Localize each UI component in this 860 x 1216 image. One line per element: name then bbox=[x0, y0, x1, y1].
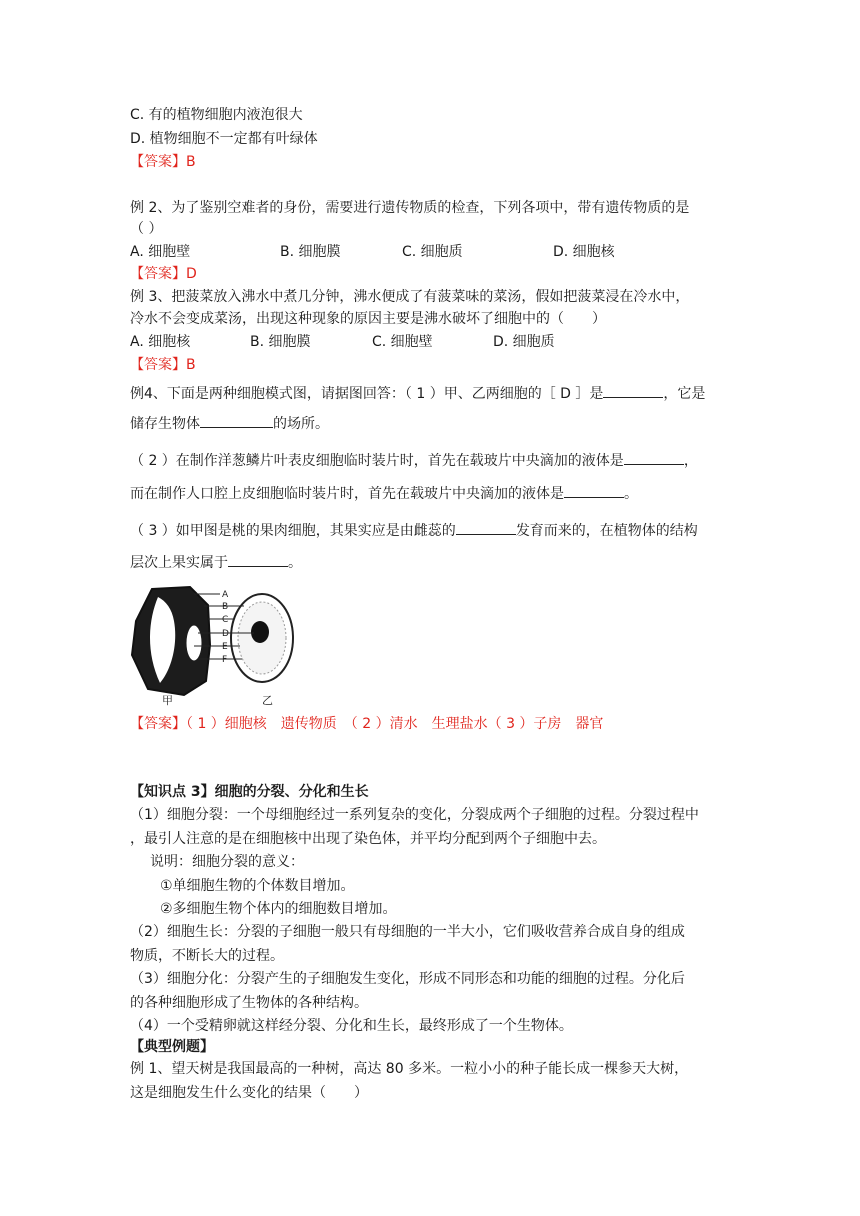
ex4-q2-text-b: ， bbox=[683, 453, 698, 469]
caption-jia: 甲 bbox=[162, 694, 173, 707]
ex2-option-c: C. 细胞质 bbox=[402, 244, 463, 260]
answer-1: 【答案】B bbox=[130, 154, 196, 170]
ex3-answer: 【答案】B bbox=[130, 357, 196, 373]
kp3-p4: （4）一个受精卵就这样经分裂、分化和生长，最终形成了一个生物体。 bbox=[130, 1018, 573, 1034]
caption-yi: 乙 bbox=[262, 694, 273, 707]
ex2-option-a: A. 细胞壁 bbox=[130, 244, 191, 260]
ex3-option-a: A. 细胞核 bbox=[130, 334, 191, 350]
ex4-q3-text-c: 层次上果实属于 bbox=[130, 555, 228, 571]
kp3-heading: 【知识点 3】细胞的分裂、分化和生长 bbox=[130, 784, 369, 800]
ex4-q1-text-b: ，它是 bbox=[663, 386, 706, 402]
label-e: E bbox=[222, 642, 228, 652]
ex4-q2-text-c: 而在制作人口腔上皮细胞临时装片时，首先在载玻片中央滴加的液体是 bbox=[130, 486, 564, 502]
kp3-note-2: ②多细胞生物个体内的细胞数目增加。 bbox=[160, 901, 397, 917]
ex4-q3-line2 bbox=[130, 552, 302, 573]
ex4-blank-4 bbox=[564, 483, 624, 498]
ex4-blank-2 bbox=[200, 413, 273, 428]
kp3-p1-line2: ，最引人注意的是在细胞核中出现了染色体，并平均分配到两个子细胞中去。 bbox=[130, 831, 606, 847]
ex4-q1-line2 bbox=[130, 413, 329, 434]
ex4-q3-text-b: 发育而来的，在植物体的结构 bbox=[515, 523, 698, 539]
kp3-note-1: ①单细胞生物的个体数目增加。 bbox=[160, 878, 355, 894]
ex3-question-line2: 冷水不会变成菜汤，出现这种现象的原因主要是沸水破坏了细胞中的（ ） bbox=[130, 311, 606, 327]
kp3-ex1-line1: 例 1、望天树是我国最高的一种树，高达 80 多米。一粒小小的种子能长成一棵参天大树， bbox=[130, 1061, 689, 1077]
ex4-q1-line1 bbox=[130, 383, 705, 404]
ex4-q1-text-c: 储存生物体 bbox=[130, 416, 200, 432]
ex4-blank-3 bbox=[624, 450, 684, 465]
label-b: B bbox=[222, 602, 229, 612]
ex4-blank-1 bbox=[603, 383, 663, 398]
ex3-option-c: C. 细胞壁 bbox=[372, 334, 433, 350]
label-f: F bbox=[222, 655, 228, 665]
ex4-q1-text-a: 例4、下面是两种细胞模式图，请据图回答：（ 1 ）甲、乙两细胞的［ D ］是 bbox=[130, 386, 604, 402]
ex2-question-line2: （ ） bbox=[130, 221, 163, 237]
animal-cell bbox=[231, 594, 293, 682]
ex4-q3-line1 bbox=[130, 520, 698, 541]
ex4-blank-5 bbox=[456, 520, 516, 535]
label-c: C bbox=[222, 615, 229, 625]
label-a: A bbox=[222, 590, 229, 600]
ex4-q2-text-d: 。 bbox=[624, 486, 638, 502]
label-d: D bbox=[222, 629, 229, 639]
option-d: D. 植物细胞不一定都有叶绿体 bbox=[130, 131, 318, 147]
typical-examples-heading: 【典型例题】 bbox=[130, 1039, 214, 1055]
ex4-q3-text-d: 。 bbox=[288, 555, 302, 571]
ex4-q2-line2 bbox=[130, 483, 638, 504]
ex4-blank-6 bbox=[228, 552, 288, 567]
ex2-option-b: B. 细胞膜 bbox=[280, 244, 341, 260]
kp3-ex1-line2: 这是细胞发生什么变化的结果（ ） bbox=[130, 1085, 368, 1101]
option-c: C. 有的植物细胞内液泡很大 bbox=[130, 107, 303, 123]
ex3-option-d: D. 细胞质 bbox=[493, 334, 555, 350]
ex2-answer: 【答案】D bbox=[130, 266, 197, 282]
kp3-p3-line2: 的各种细胞形成了生物体的各种结构。 bbox=[130, 995, 368, 1011]
ex4-q2-line1 bbox=[130, 450, 698, 471]
ex4-q3-text-a: （ 3 ）如甲图是桃的果肉细胞，其果实应是由雌蕊的 bbox=[130, 523, 456, 539]
plant-cell bbox=[132, 587, 210, 695]
cell-diagram bbox=[128, 583, 308, 708]
ex2-option-d: D. 细胞核 bbox=[553, 244, 615, 260]
ex2-question-line1: 例 2、为了鉴别空难者的身份，需要进行遗传物质的检查，下列各项中，带有遗传物质的是 bbox=[130, 200, 690, 216]
kp3-p1-line1: （1）细胞分裂：一个母细胞经过一系列复杂的变化，分裂成两个子细胞的过程。分裂过程中 bbox=[130, 807, 699, 823]
kp3-p3-line1: （3）细胞分化：分裂产生的子细胞发生变化，形成不同形态和功能的细胞的过程。分化后 bbox=[130, 971, 685, 987]
kp3-note: 说明：细胞分裂的意义： bbox=[150, 854, 304, 870]
kp3-p2-line2: 物质，不断长大的过程。 bbox=[130, 948, 284, 964]
ex4-q2-text-a: （ 2 ）在制作洋葱鳞片叶表皮细胞临时装片时，首先在载玻片中央滴加的液体是 bbox=[130, 453, 624, 469]
kp3-p2-line1: （2）细胞生长：分裂的子细胞一般只有母细胞的一半大小，它们吸收营养合成自身的组成 bbox=[130, 924, 685, 940]
ex3-option-b: B. 细胞膜 bbox=[250, 334, 311, 350]
ex4-q1-text-d: 的场所。 bbox=[273, 416, 329, 432]
ex3-question-line1: 例 3、把菠菜放入沸水中煮几分钟，沸水便成了有菠菜味的菜汤，假如把菠菜浸在冷水中， bbox=[130, 289, 690, 305]
ex4-answer: 【答案】（ 1 ）细胞核 遗传物质 （ 2 ）清水 生理盐水（ 3 ）子房 器官 bbox=[130, 716, 604, 732]
